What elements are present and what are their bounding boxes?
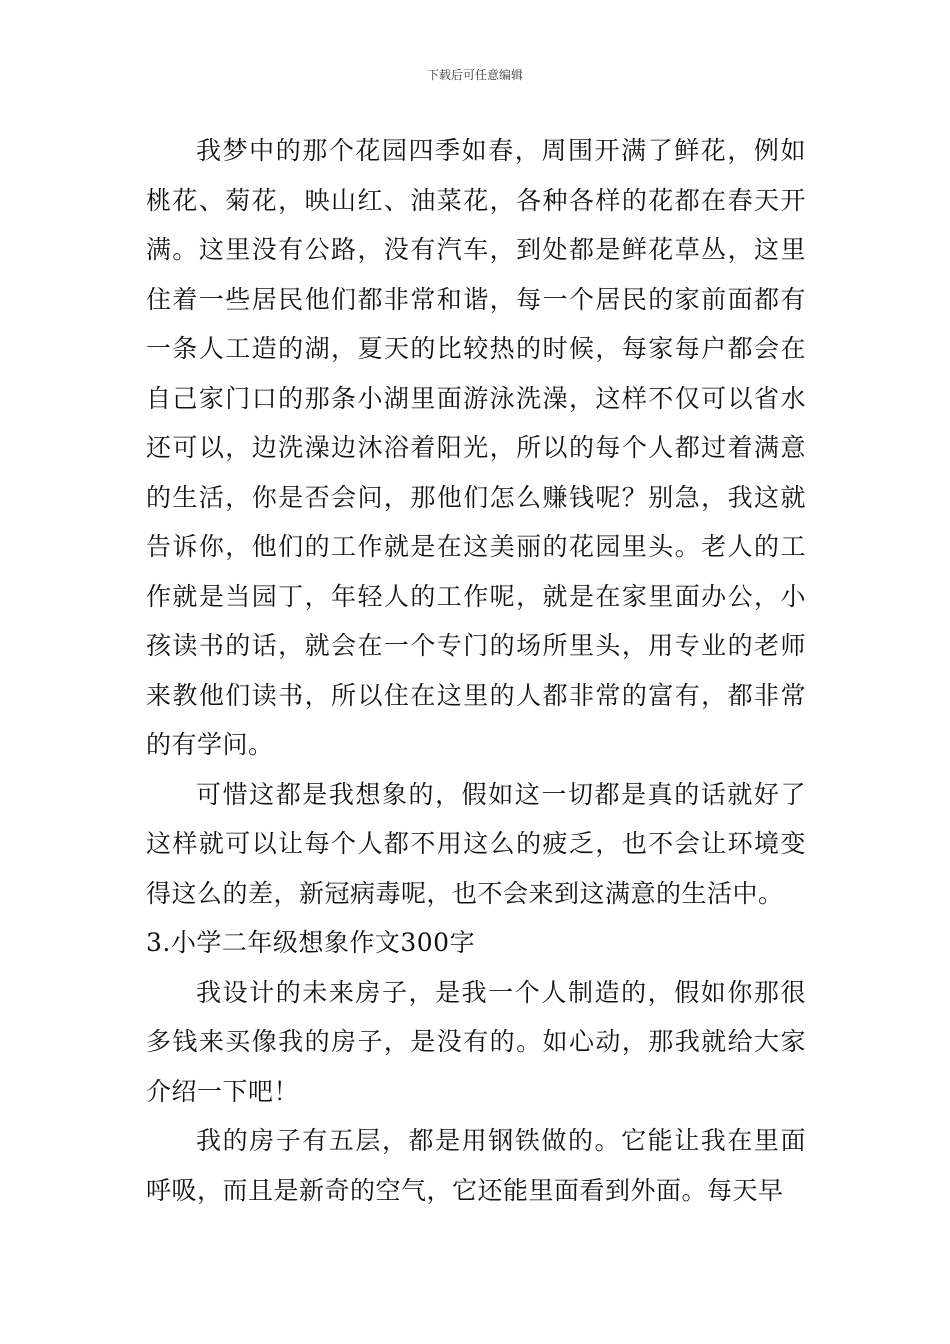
- paragraph-future-house: 我设计的未来房子，是我一个人制造的，假如你那很多钱来买像我的房子，是没有的。如心动，那我就给大家介绍一下吧！: [146, 977, 806, 1106]
- section-heading: 3.小学二年级想象作文300字: [146, 928, 476, 957]
- document-body: [146, 126, 806, 1215]
- page-header: 下载后可任意编辑: [426, 68, 523, 82]
- paragraph-dream-garden: 我梦中的那个花园四季如春，周围开满了鲜花，例如桃花、菊花，映山红、油菜花，各种各样的花都在春天开满。这里没有公路，没有汽车，到处都是鲜花草丛，这里住着一些居民他们都非常和谐，每一个居民的家前面都有一条人工造的湖，夏天的比较热的时候，每家每户都会在自己家门口的那条小湖里面游泳洗澡，这样不仅可以省水还可以，边洗澡边沐浴着阳光，所以的每个人都过着满意的生活，你是否会问，那他们怎么赚钱呢？别急，我这就告诉你，他们的工作就是在这美丽的花园里头。老人的工作就是当园丁，年轻人的工作呢，就是在家里面办公，小孩读书的话，就会在一个专门的场所里头，用专业的老师来教他们读书，所以住在这里的人都非常的富有，都非常的有学问。: [146, 136, 806, 759]
- paragraph-five-floors: 我的房子有五层，都是用钢铁做的。它能让我在里面呼吸，而且是新奇的空气，它还能里面看到外面。每天早: [146, 1126, 806, 1205]
- paragraph-imagination: 可惜这都是我想象的，假如这一切都是真的话就好了这样就可以让每个人都不用这么的疲乏，也不会让环境变得这么的差，新冠病毒呢，也不会来到这满意的生活中。: [146, 779, 806, 908]
